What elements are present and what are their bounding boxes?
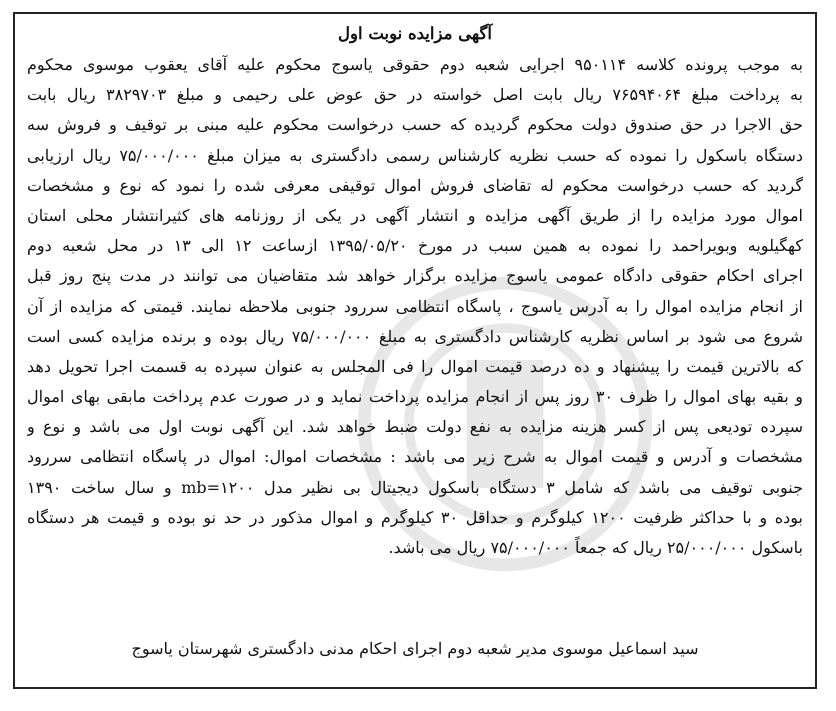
notice-line: مشخصات و آدرس و قیمت اموال به شرح زیر می باشد : مشخصات اموال: اموال در پاسگاه انتظامی سررود [27, 447, 803, 467]
notice-line: کهگیلویه وبویراحمد را نموده به همین سبب در مورخ ۱۳۹۵/۰۵/۲۰ ازساعت ۱۲ الی ۱۳ در محل شعبه دوم [27, 236, 803, 256]
notice-line: اموال مورد مزایده را از طریق آگهی مزایده و انتشار آگهی در یکی از روزنامه های کثیرانتشار محلی استان [27, 205, 803, 225]
notice-line: به موجب پرونده کلاسه ۹۵۰۱۱۴ اجرایی شعبه دوم حقوقی یاسوج محکوم علیه آقای یعقوب موسوی محکوم [27, 55, 803, 74]
notice-line: از انجام مزایده اموال را به آدرس یاسوج ، پاسگاه انتظامی سررود جنوبی ملاحظه نمایند. قیمتی که مزایده از آن [27, 296, 803, 316]
notice-line: باسکول ۲۵/۰۰۰/۰۰۰ ریال که جمعاً ۷۵/۰۰۰/۰۰۰ ریال می باشد. [388, 538, 803, 557]
notice-line: و بقیه بهای اموال را ظرف ۳۰ روز پس از انجام مزایده پرداخت نماید و در صورت عدم پرداخت مابقی بهای اموال [27, 387, 803, 407]
notice-line: گردید که حسب درخواست محکوم له تقاضای فروش اموال توقیفی معرفی شده را نمود که نوع و مشخصات [27, 175, 803, 195]
notice-signature: سید اسماعیل موسوی مدیر شعبه دوم اجرای احکام مدنی دادگستری شهرستان یاسوج [131, 639, 699, 658]
notice-line: به پرداخت مبلغ ۷۶۵۹۴۰۶۴ ریال بابت اصل خواسته در حق عوض علی رحیمی و مبلغ ۳۸۲۹۷۰۳ ریال بابت [27, 85, 803, 105]
notice-line: حق الاجرا در حق صندوق دولت محکوم گردیده که حسب درخواست محکوم علیه مبنی بر توقیف و فروش سه [27, 115, 803, 135]
notice-line: اجرای احکام حقوقی دادگاه عمومی یاسوج مزایده برگزار خواهد شد متقاضیان می توانند در مدت پنج روز قبل [27, 266, 803, 286]
notice-line: دستگاه باسکول را نموده که حسب نظریه کارشناس رسمی دادگستری به میزان مبلغ ۷۵/۰۰۰/۰۰۰ ریال ارزیابی [27, 145, 803, 165]
notice-frame [13, 12, 817, 689]
notice-line: سپرده تودیعی پس از کسر هزینه مزایده به نفع دولت ضبط خواهد شد. این آگهی نوبت اول می باشد و نوع و [27, 417, 803, 437]
notice-body [27, 50, 803, 563]
notice-line: جنوبی توقیف می باشد که شامل ۳ دستگاه باسکول دیجیتال بی نظیر مدل ۱۲۰۰=mb و سال ساخت ۱۳۹۰ [27, 477, 803, 497]
notice-line: بوده و با حداکثر ظرفیت ۱۲۰۰ کیلوگرم و حداقل ۳۰ کیلوگرم و اموال مذکور در حد نو بوده و قیمت هر دستگاه [27, 507, 803, 527]
notice-line: شروع می شود بر اساس نظریه کارشناس دادگستری به مبلغ ۷۵/۰۰۰/۰۰۰ ریال بوده و برنده مزایده کسی است [27, 326, 803, 346]
notice-title: آگهی مزایده نوبت اول [338, 24, 492, 43]
notice-line: که بالاترین قیمت را پیشنهاد و ده درصد قیمت اموال را فی المجلس به عنوان سپرده به قسمت اجرا تحویل دهد [27, 356, 803, 376]
